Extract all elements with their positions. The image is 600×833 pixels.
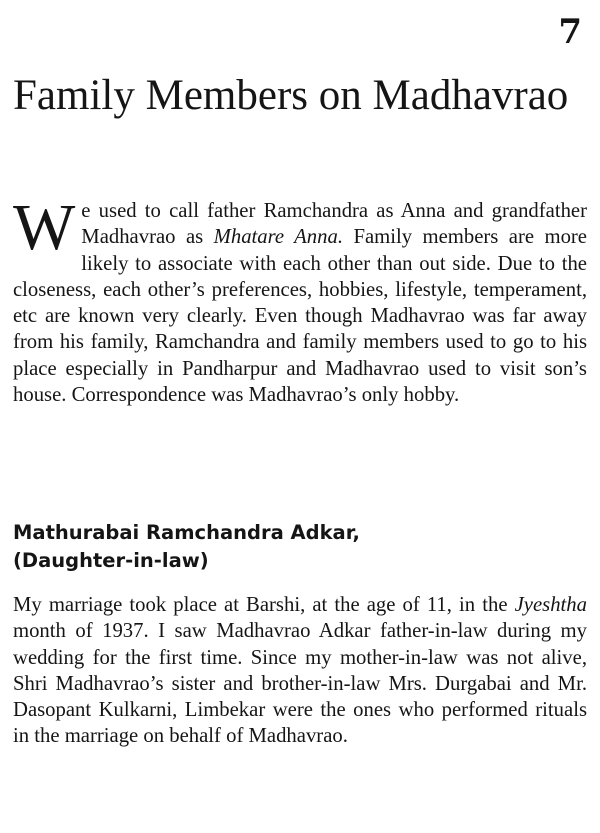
- intro-text-part-2: Family members are more likely to associate with each other than out side. Due to the closeness, each other’s preferences, hobbies, lifestyle, temperament, etc are known very clearly. Even though Madhavrao was far away from his family, Ramchandra and family members used to go to his place especially in Pandharpur and Madhavrao used to visit son’s house. Correspondence was Madhavrao’s only hobby.: [13, 226, 587, 407]
- drop-cap: W: [13, 191, 76, 264]
- chapter-number: 7: [558, 12, 582, 52]
- section-italic-term: Jyeshtha: [514, 594, 587, 616]
- section-heading-role: (Daughter-in-law): [13, 549, 209, 572]
- section-text-part-2: month of 1937. I saw Madhavrao Adkar father-in-law during my wedding for the first time. Since my mother-in-law was not alive, Shri Madhavrao’s sister and brother-in-law Mrs. Durgabai and Mr. Dasopant Kulkarni, Limbekar were the ones who performed rituals in the marriage on behalf of Madhavrao.: [13, 620, 587, 748]
- intro-text-part-1: e used to call father Ramchandra as Anna and grandfather Madhavrao as: [81, 200, 587, 249]
- intro-italic-term: Mhatare Anna.: [213, 226, 344, 249]
- intro-paragraph: [13, 191, 587, 408]
- chapter-title: Family Members on Madhavrao: [13, 72, 569, 119]
- section-heading: [13, 519, 587, 575]
- section-heading-name: Mathurabai Ramchandra Adkar,: [13, 521, 360, 544]
- section-paragraph: [13, 592, 587, 750]
- section-text-part-1: My marriage took place at Barshi, at the age of 11, in the: [13, 594, 515, 616]
